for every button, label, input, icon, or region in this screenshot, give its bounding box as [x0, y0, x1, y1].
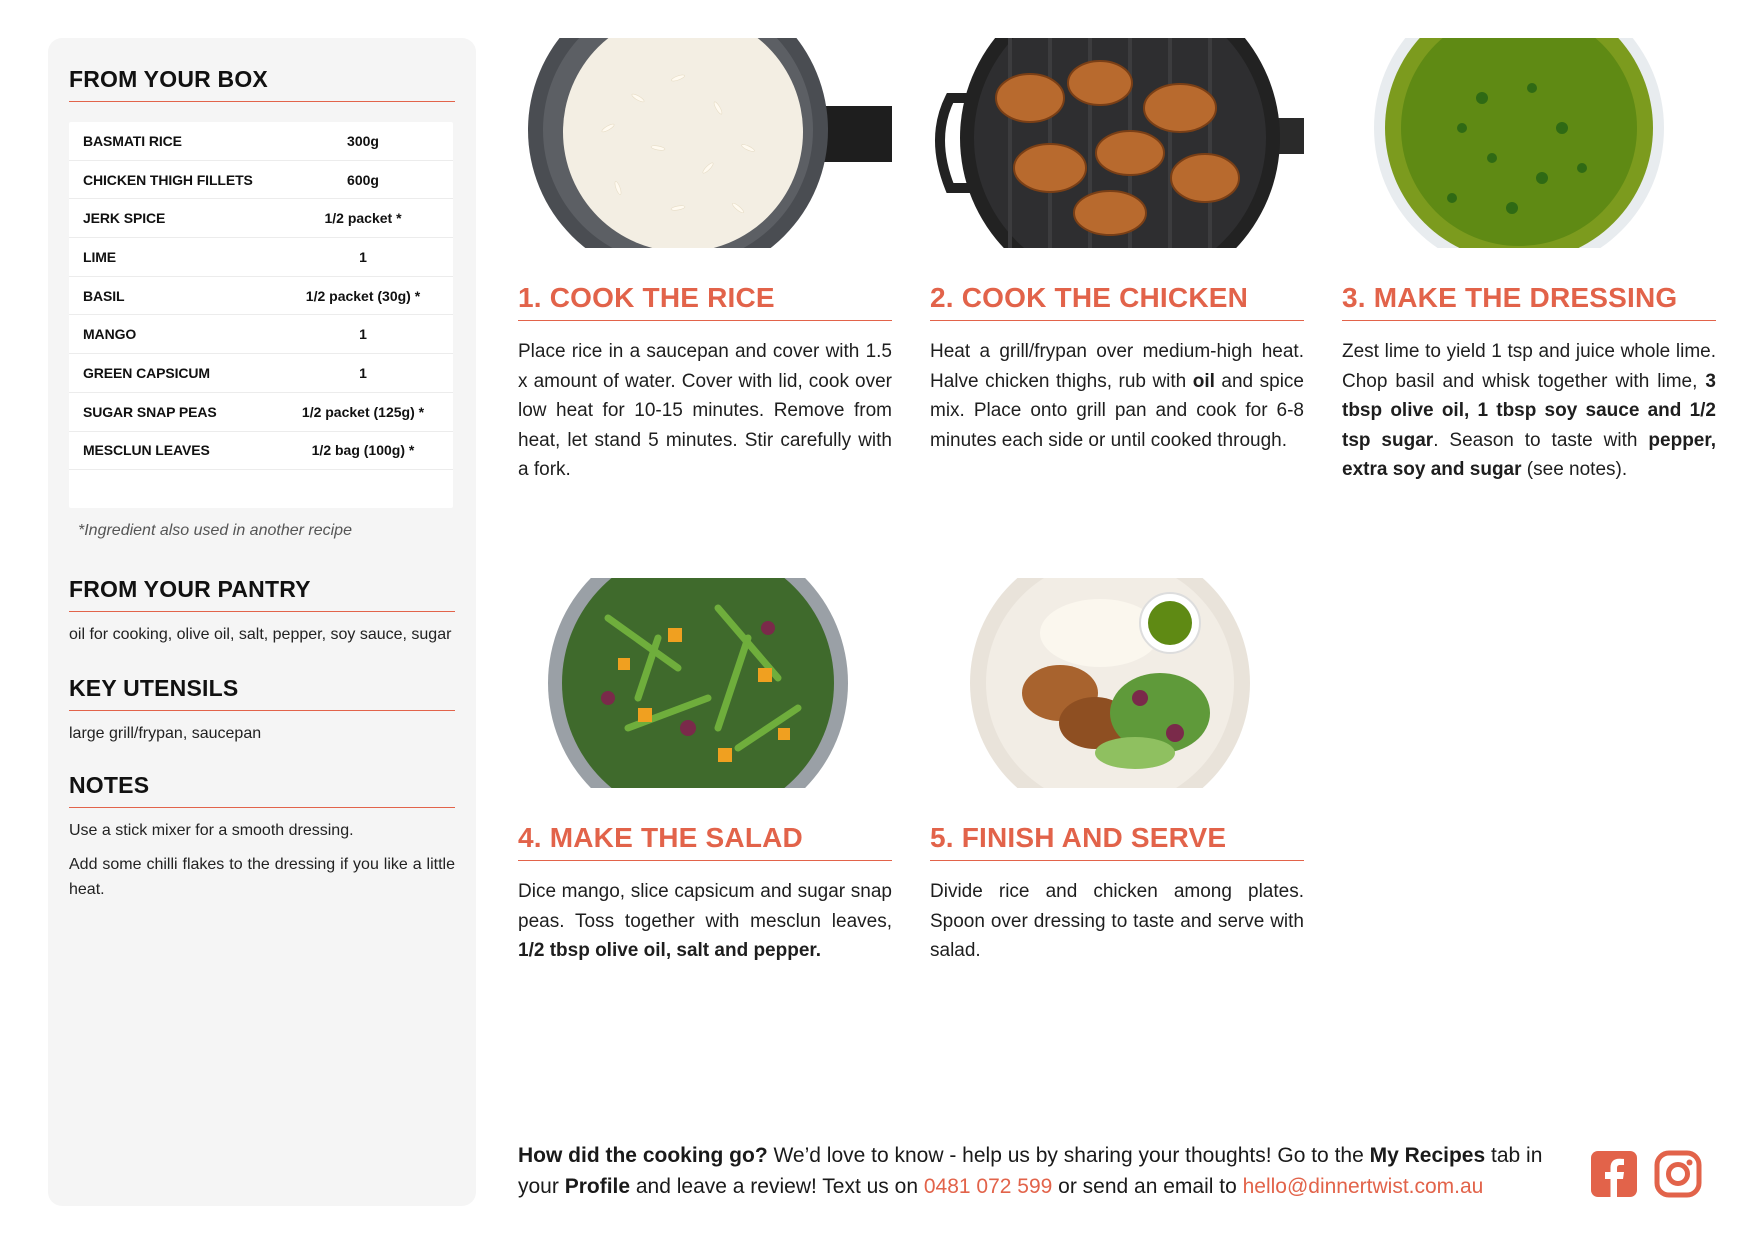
step-4-text: Dice mango, slice capsicum and sugar snap peas. Toss together with mesclun leaves, 1/2 tbsp olive oil, salt and pepper.	[518, 881, 892, 961]
footer-text: and leave a review! Text us on	[630, 1175, 924, 1198]
ingredient-qty: 600g	[347, 171, 379, 188]
table-row	[69, 199, 453, 238]
ingredient-qty: 1	[359, 364, 367, 381]
ingredient-name: CHICKEN THIGH FILLETS	[83, 171, 253, 188]
ingredient-qty: 1	[359, 248, 367, 265]
grilled-chicken-photo	[930, 38, 1304, 248]
rice-pot-photo	[518, 38, 892, 248]
step-2	[930, 38, 1304, 455]
table-spacer	[69, 470, 453, 508]
step-4-heading: 4. MAKE THE SALAD	[518, 822, 892, 861]
step-2-text: Heat a grill/frypan over medium-high heat. Halve chicken thighs, rub with oil and spice mix. Place onto grill pan and cook for 6-8 minutes each side or until cooked through.	[930, 341, 1304, 451]
note-item: Add some chilli flakes to the dressing if you like a little heat.	[69, 856, 455, 899]
footer-text: tab in your	[518, 1144, 1543, 1198]
step-3-text: Zest lime to yield 1 tsp and juice whole lime. Chop basil and whisk together with lime, 3 tbsp olive oil, 1 tbsp soy sauce and 1/2 tsp sugar. Season to taste with pepper, extra soy and sugar (see notes).	[1342, 341, 1716, 480]
herb-dressing-photo	[1342, 38, 1716, 248]
step-3	[1342, 38, 1716, 485]
note-item: Use a stick mixer for a smooth dressing.	[69, 822, 354, 840]
footer-text: We’d love to know - help us by sharing your thoughts! Go to the	[767, 1144, 1370, 1167]
step-5	[930, 578, 1304, 966]
ingredients-sidebar	[48, 38, 476, 1206]
facebook-icon[interactable]	[1590, 1150, 1638, 1198]
my-recipes-label: My Recipes	[1369, 1144, 1486, 1167]
instagram-icon[interactable]	[1654, 1150, 1702, 1198]
green-salad-photo	[518, 578, 892, 788]
key-utensils-heading: KEY UTENSILS	[69, 675, 455, 711]
table-row	[69, 161, 453, 200]
ingredient-name: GREEN CAPSICUM	[83, 364, 210, 381]
feedback-footer	[518, 1140, 1578, 1202]
ingredient-name: LIME	[83, 248, 117, 265]
step-1-text: Place rice in a saucepan and cover with 1.5 x amount of water. Cover with lid, cook over low heat for 10-15 minutes. Remove from heat, let stand 5 minutes. Stir carefully with a fork.	[518, 341, 892, 480]
table-row	[69, 277, 453, 316]
step-1	[518, 38, 892, 485]
table-row	[69, 354, 453, 393]
feedback-question: How did the cooking go?	[518, 1144, 768, 1167]
ingredient-name: MESCLUN LEAVES	[83, 442, 210, 459]
step-4	[518, 578, 892, 966]
step-2-heading: 2. COOK THE CHICKEN	[930, 282, 1304, 321]
social-links	[1590, 1150, 1702, 1198]
ingredient-qty: 1/2 bag (100g) *	[311, 442, 415, 459]
step-1-heading: 1. COOK THE RICE	[518, 282, 892, 321]
ingredient-name: SUGAR SNAP PEAS	[83, 403, 217, 420]
ingredient-qty: 1	[359, 326, 367, 343]
email-link[interactable]: hello@dinnertwist.com.au	[1242, 1175, 1484, 1198]
pantry-text: oil for cooking, olive oil, salt, pepper, soy sauce, sugar	[69, 626, 452, 644]
box-ingredients-table	[69, 122, 453, 508]
table-row	[69, 315, 453, 354]
step-5-text: Divide rice and chicken among plates. Spoon over dressing to taste and serve with salad.	[930, 881, 1304, 961]
plated-dish-photo	[930, 578, 1304, 788]
table-row	[69, 393, 453, 432]
ingredient-name: BASIL	[83, 287, 125, 304]
ingredient-qty: 1/2 packet (30g) *	[305, 287, 421, 304]
from-your-box-heading: FROM YOUR BOX	[69, 66, 455, 102]
from-your-pantry-heading: FROM YOUR PANTRY	[69, 576, 455, 612]
ingredient-qty: 1/2 packet *	[324, 210, 402, 227]
table-row	[69, 122, 453, 161]
profile-label: Profile	[564, 1175, 631, 1198]
step-5-heading: 5. FINISH AND SERVE	[930, 822, 1304, 861]
utensils-text: large grill/frypan, saucepan	[69, 725, 262, 743]
ingredient-qty: 1/2 packet (125g) *	[301, 403, 425, 420]
footer-text: or send an email to	[1052, 1175, 1243, 1198]
ingredient-name: BASMATI RICE	[83, 132, 182, 149]
step-3-heading: 3. MAKE THE DRESSING	[1342, 282, 1716, 321]
notes-heading: NOTES	[69, 772, 455, 808]
ingredient-qty: 300g	[347, 132, 379, 149]
table-row	[69, 238, 453, 277]
table-row	[69, 432, 453, 471]
ingredient-footnote: *Ingredient also used in another recipe	[78, 522, 352, 540]
ingredient-name: MANGO	[83, 326, 137, 343]
phone-link[interactable]: 0481 072 599	[923, 1175, 1053, 1198]
ingredient-name: JERK SPICE	[83, 210, 166, 227]
